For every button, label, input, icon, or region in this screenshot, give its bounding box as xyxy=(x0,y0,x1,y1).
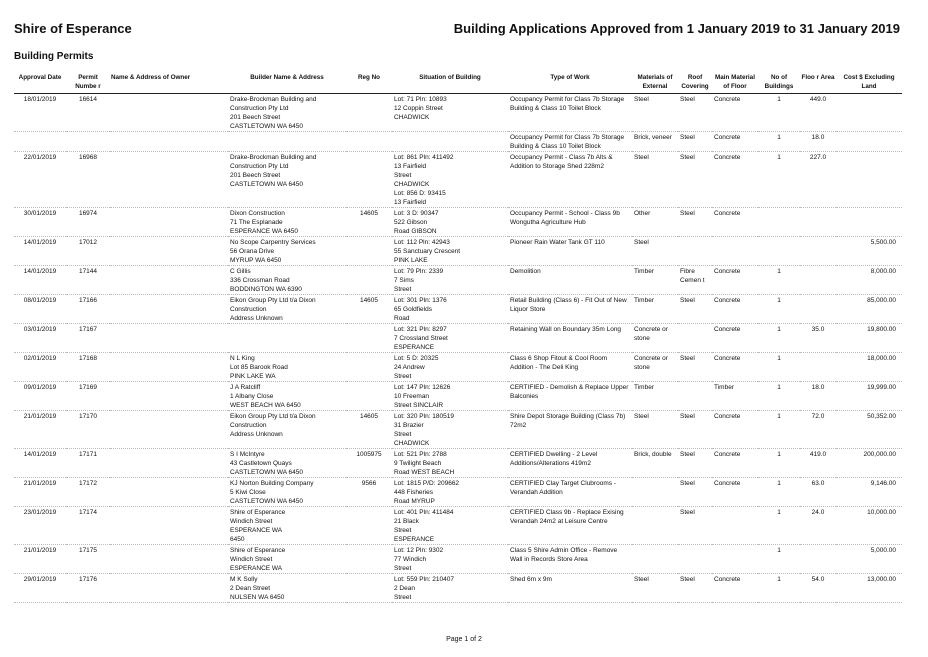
builder-cell: Drake-Brockman Building and Construction Pty Ltd 201 Beech Street CASTLETOWN WA 6450 xyxy=(228,152,346,208)
situation-cell: Lot: 112 Pln: 42943 55 Sanctuary Crescent PINK LAKE xyxy=(392,237,508,266)
floor-material-cell: Concrete xyxy=(712,411,758,449)
situation-cell: Lot: 3 D: 90347 522 Gibson Road GIBSON xyxy=(392,208,508,237)
floor-material-cell xyxy=(712,507,758,545)
num-buildings-cell: 1 xyxy=(758,411,800,449)
cost-cell xyxy=(836,94,902,132)
table-row xyxy=(14,266,902,295)
approval-date-cell: 08/01/2019 xyxy=(14,295,66,324)
materials-cell xyxy=(632,507,678,545)
roof-cell xyxy=(678,324,712,353)
cost-cell: 50,352.00 xyxy=(836,411,902,449)
roof-cell: Steel xyxy=(678,208,712,237)
approval-date-cell: 14/01/2019 xyxy=(14,449,66,478)
builder-cell: S I McIntyre 43 Castletown Quays CASTLETOWN WA 6450 xyxy=(228,449,346,478)
approval-date-cell: 22/01/2019 xyxy=(14,152,66,208)
cost-cell: 5,500.00 xyxy=(836,237,902,266)
floor-material-cell xyxy=(712,545,758,574)
floor-material-cell: Concrete xyxy=(712,295,758,324)
materials-cell: Concrete or stone xyxy=(632,324,678,353)
floor-material-cell: Concrete xyxy=(712,152,758,208)
permit-number-cell: 17171 xyxy=(66,449,110,478)
table-row xyxy=(14,545,902,574)
type-of-work-cell: Class 5 Shire Admin Office - Remove Wall in Records Store Area xyxy=(508,545,632,574)
type-of-work-cell: CERTIFIED Class 9b - Replace Exising Verandah 24m2 at Leisure Centre xyxy=(508,507,632,545)
type-of-work-cell: CERTIFIED Dwelling - 2 Level Additions/Alterations 419m2 xyxy=(508,449,632,478)
cost-cell: 10,000.00 xyxy=(836,507,902,545)
floor-material-cell: Concrete xyxy=(712,353,758,382)
reg-no-cell xyxy=(346,266,392,295)
table-row xyxy=(14,382,902,411)
floor-area-cell: 35.0 xyxy=(800,324,836,353)
cost-cell xyxy=(836,208,902,237)
table-row xyxy=(14,411,902,449)
approval-date-cell: 02/01/2019 xyxy=(14,353,66,382)
situation-cell: Lot: 320 Pln: 180519 31 Brazier Street CHADWICK xyxy=(392,411,508,449)
floor-area-cell: 227.0 xyxy=(800,152,836,208)
reg-no-cell xyxy=(346,353,392,382)
col-owner: Name & Address of Owner xyxy=(110,72,228,94)
floor-material-cell: Concrete xyxy=(712,94,758,132)
num-buildings-cell: 1 xyxy=(758,507,800,545)
num-buildings-cell: 1 xyxy=(758,295,800,324)
owner-cell xyxy=(110,152,228,208)
num-buildings-cell: 1 xyxy=(758,132,800,152)
roof-cell: Steel xyxy=(678,132,712,152)
col-builder: Builder Name & Address xyxy=(228,72,346,94)
roof-cell: Steel xyxy=(678,449,712,478)
permit-number-cell: 17144 xyxy=(66,266,110,295)
floor-area-cell: 24.0 xyxy=(800,507,836,545)
owner-cell xyxy=(110,208,228,237)
approval-date-cell: 23/01/2019 xyxy=(14,507,66,545)
builder-cell xyxy=(228,324,346,353)
owner-cell xyxy=(110,94,228,132)
situation-cell xyxy=(392,132,508,152)
col-situation: Situation of Building xyxy=(392,72,508,94)
materials-cell: Timber xyxy=(632,382,678,411)
materials-cell: Steel xyxy=(632,411,678,449)
num-buildings-cell: 1 xyxy=(758,545,800,574)
permit-number-cell: 17170 xyxy=(66,411,110,449)
type-of-work-cell: Class 6 Shop Fitout & Cool Room Addition - The Deli King xyxy=(508,353,632,382)
materials-cell: Steel xyxy=(632,94,678,132)
approval-date-cell: 21/01/2019 xyxy=(14,545,66,574)
col-permit-number: Permit Numbe r xyxy=(66,72,110,94)
owner-cell xyxy=(110,324,228,353)
type-of-work-cell: CERTIFIED - Demolish & Replace Upper Balconies xyxy=(508,382,632,411)
owner-cell xyxy=(110,353,228,382)
cost-cell: 5,000.00 xyxy=(836,545,902,574)
floor-area-cell xyxy=(800,353,836,382)
table-row xyxy=(14,208,902,237)
num-buildings-cell xyxy=(758,208,800,237)
builder-cell: Eikon Group Pty Ltd t/a Dixon Construction Address Unknown xyxy=(228,295,346,324)
approval-date-cell: 21/01/2019 xyxy=(14,411,66,449)
approval-date-cell xyxy=(14,132,66,152)
floor-material-cell: Concrete xyxy=(712,324,758,353)
section-title: Building Permits xyxy=(14,51,94,62)
table-row xyxy=(14,237,902,266)
reg-no-cell: 14605 xyxy=(346,295,392,324)
cost-cell: 18,000.00 xyxy=(836,353,902,382)
owner-cell xyxy=(110,545,228,574)
owner-cell xyxy=(110,382,228,411)
permits-table xyxy=(14,72,902,603)
permit-number-cell: 17166 xyxy=(66,295,110,324)
builder-cell: J A Ratcliff 1 Albany Close WEST BEACH WA 6450 xyxy=(228,382,346,411)
materials-cell: Brick, veneer xyxy=(632,132,678,152)
floor-area-cell: 63.0 xyxy=(800,478,836,507)
permit-number-cell: 16974 xyxy=(66,208,110,237)
owner-cell xyxy=(110,295,228,324)
num-buildings-cell: 1 xyxy=(758,574,800,603)
cost-cell: 8,000.00 xyxy=(836,266,902,295)
reg-no-cell: 1005975 xyxy=(346,449,392,478)
permit-number-cell: 17167 xyxy=(66,324,110,353)
roof-cell xyxy=(678,382,712,411)
type-of-work-cell: Occupancy Permit for Class 7b Storage Building & Class 10 Toilet Block xyxy=(508,94,632,132)
roof-cell: Fibre Cemen t xyxy=(678,266,712,295)
table-row xyxy=(14,478,902,507)
permit-number-cell: 17169 xyxy=(66,382,110,411)
owner-cell xyxy=(110,574,228,603)
roof-cell: Steel xyxy=(678,353,712,382)
floor-material-cell: Timber xyxy=(712,382,758,411)
col-floor-material: Main Material of Floor xyxy=(712,72,758,94)
table-row xyxy=(14,152,902,208)
roof-cell: Steel xyxy=(678,574,712,603)
situation-cell: Lot: 12 Pln: 9302 77 Windich Street xyxy=(392,545,508,574)
type-of-work-cell: Retaining Wall on Boundary 35m Long xyxy=(508,324,632,353)
reg-no-cell xyxy=(346,237,392,266)
floor-area-cell xyxy=(800,266,836,295)
table-header-row xyxy=(14,72,902,94)
col-roof: Roof Covering xyxy=(678,72,712,94)
floor-area-cell: 18.0 xyxy=(800,132,836,152)
floor-material-cell xyxy=(712,237,758,266)
reg-no-cell xyxy=(346,507,392,545)
table-row xyxy=(14,574,902,603)
floor-material-cell: Concrete xyxy=(712,574,758,603)
situation-cell: Lot: 5 D: 20325 24 Andrew Street xyxy=(392,353,508,382)
type-of-work-cell: Occupancy Permit - Class 7b Alts & Addition to Storage Shed 228m2 xyxy=(508,152,632,208)
roof-cell xyxy=(678,545,712,574)
cost-cell: 19,999.00 xyxy=(836,382,902,411)
approval-date-cell: 30/01/2019 xyxy=(14,208,66,237)
permit-number-cell: 17174 xyxy=(66,507,110,545)
approval-date-cell: 18/01/2019 xyxy=(14,94,66,132)
materials-cell xyxy=(632,478,678,507)
builder-cell: Eikon Group Pty Ltd t/a Dixon Construction Address Unknown xyxy=(228,411,346,449)
situation-cell: Lot: 147 Pln: 12626 10 Freeman Street SINCLAIR xyxy=(392,382,508,411)
type-of-work-cell: Occupancy Permit - School - Class 9b Wongutha Agriculture Hub xyxy=(508,208,632,237)
permit-number-cell: 16614 xyxy=(66,94,110,132)
num-buildings-cell: 1 xyxy=(758,449,800,478)
col-approval-date: Approval Date xyxy=(14,72,66,94)
approval-date-cell: 03/01/2019 xyxy=(14,324,66,353)
floor-area-cell: 54.0 xyxy=(800,574,836,603)
materials-cell: Brick, double xyxy=(632,449,678,478)
approval-date-cell: 14/01/2019 xyxy=(14,266,66,295)
floor-material-cell: Concrete xyxy=(712,449,758,478)
reg-no-cell xyxy=(346,545,392,574)
permit-number-cell: 17175 xyxy=(66,545,110,574)
reg-no-cell xyxy=(346,382,392,411)
cost-cell: 9,146.00 xyxy=(836,478,902,507)
reg-no-cell xyxy=(346,324,392,353)
table-row xyxy=(14,324,902,353)
table-row xyxy=(14,94,902,132)
reg-no-cell: 14605 xyxy=(346,208,392,237)
owner-cell xyxy=(110,237,228,266)
col-num-buildings: No of Buildings xyxy=(758,72,800,94)
roof-cell: Steel xyxy=(678,507,712,545)
page-number: Page 1 of 2 xyxy=(446,636,482,643)
situation-cell: Lot: 401 Pln: 411484 21 Black Street ESPERANCE xyxy=(392,507,508,545)
table-row xyxy=(14,132,902,152)
roof-cell: Steel xyxy=(678,411,712,449)
report-title: Building Applications Approved from 1 January 2019 to 31 January 2019 xyxy=(453,21,900,36)
builder-cell: Shire of Esperance Windich Street ESPERANCE WA 6450 xyxy=(228,507,346,545)
roof-cell: Steel xyxy=(678,295,712,324)
materials-cell: Steel xyxy=(632,152,678,208)
situation-cell: Lot: 521 Pln: 2788 9 Twilight Beach Road WEST BEACH xyxy=(392,449,508,478)
builder-cell: C Gillis 336 Crossman Road BODDINGTON WA 6390 xyxy=(228,266,346,295)
materials-cell: Steel xyxy=(632,237,678,266)
builder-cell: No Scope Carpentry Services 56 Orana Drive MYRUP WA 6450 xyxy=(228,237,346,266)
floor-material-cell: Concrete xyxy=(712,132,758,152)
col-materials: Materials of External xyxy=(632,72,678,94)
cost-cell: 13,000.00 xyxy=(836,574,902,603)
permit-number-cell: 16968 xyxy=(66,152,110,208)
floor-material-cell: Concrete xyxy=(712,478,758,507)
materials-cell: Timber xyxy=(632,266,678,295)
roof-cell xyxy=(678,237,712,266)
type-of-work-cell: Pioneer Rain Water Tank GT 110 xyxy=(508,237,632,266)
cost-cell: 200,000.00 xyxy=(836,449,902,478)
num-buildings-cell: 1 xyxy=(758,324,800,353)
floor-material-cell: Concrete xyxy=(712,266,758,295)
floor-area-cell xyxy=(800,237,836,266)
floor-area-cell: 449.0 xyxy=(800,94,836,132)
reg-no-cell xyxy=(346,152,392,208)
situation-cell: Lot: 559 Pln: 210407 2 Dean Street xyxy=(392,574,508,603)
owner-cell xyxy=(110,132,228,152)
builder-cell: M K Solly 2 Dean Street NULSEN WA 6450 xyxy=(228,574,346,603)
builder-cell: Drake-Brockman Building and Construction Pty Ltd 201 Beech Street CASTLETOWN WA 6450 xyxy=(228,94,346,132)
permit-number-cell: 17168 xyxy=(66,353,110,382)
floor-area-cell: 72.0 xyxy=(800,411,836,449)
num-buildings-cell: 1 xyxy=(758,353,800,382)
col-type-of-work: Type of Work xyxy=(508,72,632,94)
owner-cell xyxy=(110,411,228,449)
builder-cell: N L King Lot 85 Barook Road PINK LAKE WA xyxy=(228,353,346,382)
floor-area-cell: 419.0 xyxy=(800,449,836,478)
col-reg-no: Reg No xyxy=(346,72,392,94)
num-buildings-cell: 1 xyxy=(758,478,800,507)
cost-cell: 19,800.00 xyxy=(836,324,902,353)
roof-cell: Steel xyxy=(678,152,712,208)
permit-number-cell: 17176 xyxy=(66,574,110,603)
permit-number-cell: 17172 xyxy=(66,478,110,507)
situation-cell: Lot: 861 Pln: 411492 13 Fairfield Street CHADWICK Lot: 856 D: 93415 13 Fairfield xyxy=(392,152,508,208)
type-of-work-cell: Retail Building (Class 6) - Fit Out of New Liquor Store xyxy=(508,295,632,324)
situation-cell: Lot: 71 Pln: 10893 12 Coppin Street CHADWICK xyxy=(392,94,508,132)
num-buildings-cell xyxy=(758,237,800,266)
reg-no-cell: 14605 xyxy=(346,411,392,449)
type-of-work-cell: Shire Depot Storage Building (Class 7b) 72m2 xyxy=(508,411,632,449)
floor-area-cell: 18.0 xyxy=(800,382,836,411)
table-row xyxy=(14,449,902,478)
situation-cell: Lot: 79 Pln: 2339 7 Sims Street xyxy=(392,266,508,295)
builder-cell: Shire of Esperance Windich Street ESPERANCE WA xyxy=(228,545,346,574)
materials-cell: Concrete or stone xyxy=(632,353,678,382)
table-row xyxy=(14,353,902,382)
situation-cell: Lot: 1815 P/D: 209662 448 Fisheries Road MYRUP xyxy=(392,478,508,507)
type-of-work-cell: CERTIFIED Clay Target Clubrooms - Verandah Addition xyxy=(508,478,632,507)
situation-cell: Lot: 321 Pln: 8297 7 Crossland Street ESPERANCE xyxy=(392,324,508,353)
reg-no-cell xyxy=(346,94,392,132)
materials-cell: Timber xyxy=(632,295,678,324)
owner-cell xyxy=(110,266,228,295)
permit-number-cell: 17012 xyxy=(66,237,110,266)
floor-material-cell: Concrete xyxy=(712,208,758,237)
builder-cell xyxy=(228,132,346,152)
floor-area-cell xyxy=(800,208,836,237)
permit-number-cell xyxy=(66,132,110,152)
num-buildings-cell: 1 xyxy=(758,152,800,208)
cost-cell xyxy=(836,132,902,152)
col-floor-area: Floo r Area xyxy=(800,72,836,94)
builder-cell: KJ Norton Building Company 5 Kiwi Close CASTLETOWN WA 6450 xyxy=(228,478,346,507)
table-row xyxy=(14,507,902,545)
materials-cell: Other xyxy=(632,208,678,237)
owner-cell xyxy=(110,449,228,478)
approval-date-cell: 21/01/2019 xyxy=(14,478,66,507)
approval-date-cell: 09/01/2019 xyxy=(14,382,66,411)
builder-cell: Dixon Construction 71 The Esplanade ESPERANCE WA 6450 xyxy=(228,208,346,237)
cost-cell xyxy=(836,152,902,208)
num-buildings-cell: 1 xyxy=(758,266,800,295)
type-of-work-cell: Demolition xyxy=(508,266,632,295)
materials-cell: Steel xyxy=(632,574,678,603)
col-cost: Cost $ Excluding Land xyxy=(836,72,902,94)
floor-area-cell xyxy=(800,545,836,574)
reg-no-cell xyxy=(346,574,392,603)
roof-cell: Steel xyxy=(678,94,712,132)
num-buildings-cell: 1 xyxy=(758,382,800,411)
type-of-work-cell: Shed 6m x 9m xyxy=(508,574,632,603)
owner-cell xyxy=(110,507,228,545)
roof-cell: Steel xyxy=(678,478,712,507)
reg-no-cell: 9566 xyxy=(346,478,392,507)
owner-cell xyxy=(110,478,228,507)
cost-cell: 85,000.00 xyxy=(836,295,902,324)
type-of-work-cell: Occupancy Permit for Class 7b Storage Building & Class 10 Toilet Block xyxy=(508,132,632,152)
materials-cell xyxy=(632,545,678,574)
approval-date-cell: 14/01/2019 xyxy=(14,237,66,266)
floor-area-cell xyxy=(800,295,836,324)
num-buildings-cell: 1 xyxy=(758,94,800,132)
table-row xyxy=(14,295,902,324)
approval-date-cell: 29/01/2019 xyxy=(14,574,66,603)
reg-no-cell xyxy=(346,132,392,152)
shire-name: Shire of Esperance xyxy=(14,21,132,36)
situation-cell: Lot: 301 Pln: 1376 65 Goldfields Road xyxy=(392,295,508,324)
